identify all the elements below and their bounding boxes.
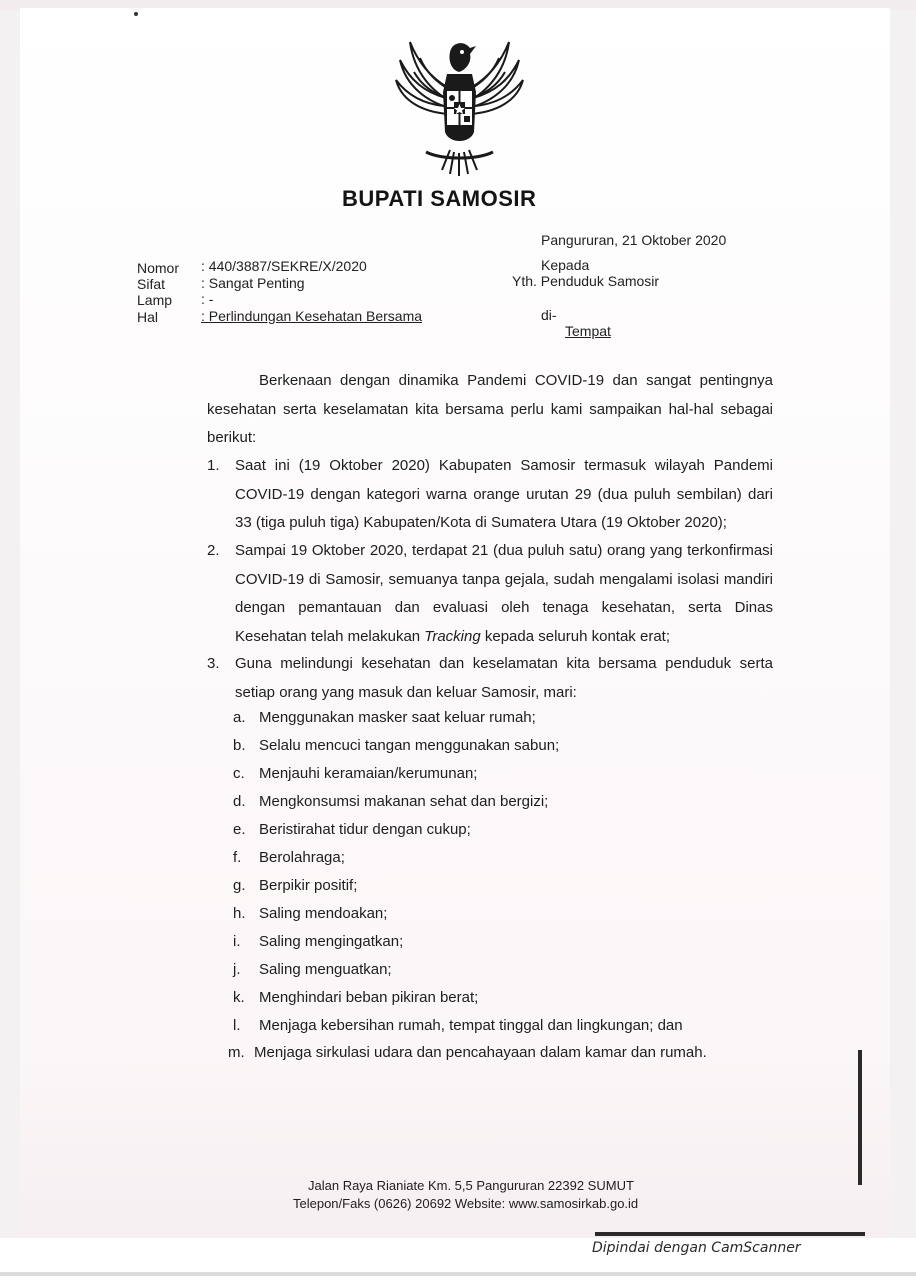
sub-item-letter: h.: [233, 905, 246, 922]
sub-item-letter: d.: [233, 793, 246, 810]
sub-item-text: Beristirahat tidur dengan cukup;: [259, 821, 471, 838]
sub-item: [233, 848, 345, 868]
item-text-italic: Tracking: [424, 627, 481, 645]
sub-item-letter: j.: [233, 961, 241, 978]
sub-item: [233, 904, 387, 924]
sub-item-text: Berpikir positif;: [259, 877, 358, 894]
sub-item-letter: m.: [228, 1044, 245, 1061]
recipient-place: Tempat: [565, 323, 611, 339]
field-label-sifat: Sifat: [137, 276, 166, 292]
sub-item: [233, 960, 392, 980]
sub-item-text: Mengkonsumsi makanan sehat dan bergizi;: [259, 793, 549, 810]
footer-contact: Telepon/Faks (0626) 20692 Website: www.samosirkab.go.id: [293, 1196, 639, 1211]
sub-item-letter: f.: [233, 849, 242, 866]
field-value-nomor: : 440/3887/SEKRE/X/2020: [201, 258, 367, 274]
sub-item: [233, 764, 477, 784]
camscanner-watermark: Dipindai dengan CamScanner: [592, 1240, 801, 1256]
item-text: [235, 537, 773, 651]
place-date: Pangururan, 21 Oktober 2020: [541, 232, 727, 248]
field-label-nomor: Nomor: [137, 260, 180, 276]
sub-item-text: Berolahraga;: [259, 849, 345, 866]
recipient-di: di-: [541, 307, 557, 323]
sub-item-letter: g.: [233, 877, 246, 894]
item-text-part: kepada seluruh kontak erat;: [480, 627, 670, 645]
field-value-hal: : Perlindungan Kesehatan Bersama: [201, 308, 423, 324]
field-value-sifat: : Sangat Penting: [201, 275, 305, 291]
sub-item-letter: b.: [233, 737, 246, 754]
recipient-name: Yth. Penduduk Samosir: [512, 273, 660, 289]
footer-address: Jalan Raya Rianiate Km. 5,5 Pangururan 22392 SUMUT: [308, 1178, 634, 1193]
item-text: Saat ini (19 Oktober 2020) Kabupaten Samosir termasuk wilayah Pandemi COVID-19 dengan kategori warna orange urutan 29 (dua puluh sembilan) dari 33 (tiga puluh tiga) Kabupaten/Kota di Sumatera Utara (19 Oktober 2020);: [235, 457, 773, 531]
scan-edge-shadow: [858, 1050, 862, 1185]
item-number: 1.: [207, 457, 220, 474]
sub-item-text: Menjaga sirkulasi udara dan pencahayaan dalam kamar dan rumah.: [254, 1044, 707, 1061]
sub-item-text: Menjaga kebersihan rumah, tempat tinggal dan lingkungan; dan: [259, 1017, 683, 1034]
sub-item: [233, 736, 559, 756]
sub-item-letter: c.: [233, 765, 245, 782]
intro-paragraph: Berkenaan dengan dinamika Pandemi COVID-19 dan sangat pentingnya kesehatan serta keselamatan kita bersama perlu kami sampaikan hal-hal sebagai berikut:: [207, 372, 773, 446]
sub-item: [233, 876, 357, 896]
item-text-part: Sampai 19 Oktober 2020, terdapat 21 (dua puluh satu) orang yang terkonfirmasi COVID-19 di Samosir, semuanya tanpa gejala, sudah mengalami isolasi mandiri dengan pemantauan dan evaluasi oleh tenaga kesehatan, serta Dinas Kesehatan telah melakukan: [235, 542, 773, 645]
recipient-kepada: Kepada: [541, 257, 590, 273]
sub-item-letter: a.: [233, 709, 246, 726]
sub-item: [233, 1016, 683, 1036]
scan-bottom-line: [0, 1272, 916, 1276]
sub-item-letter: i.: [233, 933, 241, 950]
scan-edge-shadow: [595, 1232, 865, 1236]
garuda-emblem-icon: [392, 32, 527, 177]
sub-item-letter: l.: [233, 1017, 241, 1034]
sub-item-text: Saling menguatkan;: [259, 961, 392, 978]
item-number: 2.: [207, 542, 220, 559]
list-item: [207, 537, 773, 651]
field-label-hal: Hal: [137, 309, 159, 325]
sub-item-letter: e.: [233, 821, 246, 838]
sub-item-letter: k.: [233, 989, 245, 1006]
scan-speck: [134, 12, 138, 16]
sub-item: [233, 932, 403, 952]
sub-item-text: Saling mendoakan;: [259, 905, 388, 922]
field-label-lamp: Lamp: [137, 292, 173, 308]
letterhead-title: BUPATI SAMOSIR: [342, 186, 537, 211]
sub-item: [233, 792, 548, 812]
sub-item: [233, 988, 478, 1008]
sub-item-text: Menjauhi keramaian/kerumunan;: [259, 765, 478, 782]
sub-item-text: Saling mengingatkan;: [259, 933, 404, 950]
item-number: 3.: [207, 655, 220, 672]
field-value-lamp: : -: [201, 291, 214, 307]
sub-item: [233, 708, 536, 728]
list-item: [207, 650, 773, 707]
sub-item-text: Menggunakan masker saat keluar rumah;: [259, 709, 536, 726]
sub-item-text: Selalu mencuci tangan menggunakan sabun;: [259, 737, 560, 754]
list-item: [207, 452, 773, 538]
sub-item-text: Menghindari beban pikiran berat;: [259, 989, 479, 1006]
item-text: Guna melindungi kesehatan dan keselamatan kita bersama penduduk serta setiap orang yang masuk dan keluar Samosir, mari:: [235, 655, 773, 701]
sub-item: [233, 820, 471, 840]
sub-item: [228, 1043, 707, 1063]
